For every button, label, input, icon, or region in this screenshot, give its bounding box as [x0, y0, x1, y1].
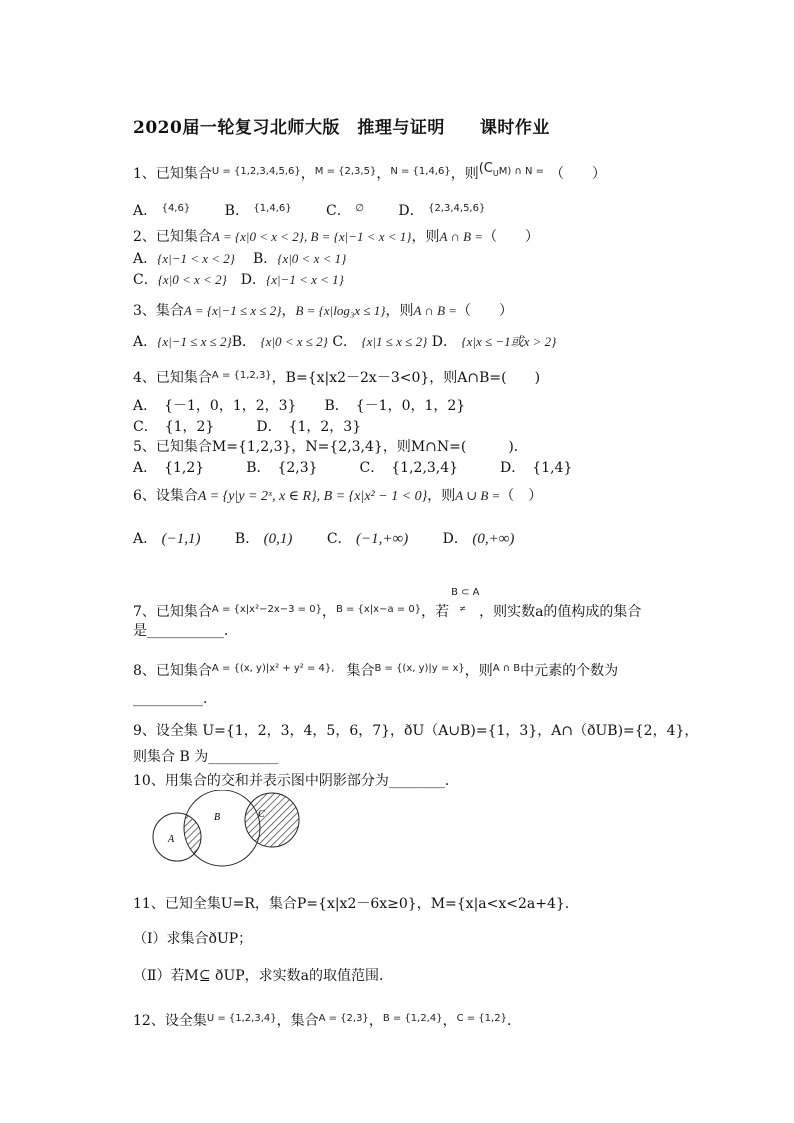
- q1-expr2: M) ∩ N =: [498, 166, 544, 177]
- q6-opt-d: D．: [442, 531, 468, 547]
- question-9: 9、设全集 U={1，2，3，4，5，6，7}，ðU（A∪B)={1，3}，A∩（ðUB)={2，4}，: [133, 723, 699, 739]
- venn-label-a: A: [168, 834, 175, 845]
- q6-opt-d-value: (0,+∞): [472, 531, 515, 547]
- q12-mid: ，集合: [276, 1013, 319, 1029]
- q6-math: A = {y|y = 2ˣ, x ∈ R}, B = {x|x² − 1 < 0}: [197, 489, 428, 504]
- q3-then: ，则: [385, 303, 414, 319]
- venn-diagram: [150, 790, 310, 870]
- q2-paren: （ ）: [483, 229, 540, 245]
- q3-opt-c-value: {x|1 ≤ x ≤ 2}: [361, 334, 428, 349]
- q8-mid: 集合: [346, 663, 375, 679]
- q2-stem: 2、已知集合: [133, 229, 212, 245]
- q3-opt-d: D．: [431, 334, 457, 350]
- q7-line2: 是___________．: [133, 623, 238, 639]
- question-1: 1、已知集合$^{U = \{1,2,3,4,5,6\}}$，$^{M = \{2,3,5\}}$，$^{N = \{1,4,6\}}$，则($CU^{M) \cap N =}$ （ ）: [133, 161, 606, 182]
- q3-expr: A ∩ B =: [413, 303, 458, 318]
- q2-opt-d-value: {x|−1 < x < 1}: [266, 272, 344, 287]
- q7-relation-top: B ⊂ A: [451, 587, 480, 598]
- q3-opt-b-value: {x|0 < x ≤ 2}: [260, 334, 328, 349]
- q7-relation: [449, 587, 480, 616]
- q8-math-a: A = {(x, y)|x² + y² = 4},: [211, 663, 335, 674]
- question-3: 3、集合A = {x|−1 ≤ x ≤ 2}，B = {x|log₃x ≤ 1}，则A ∩ B =（ ）: [133, 303, 514, 319]
- question-7: 7、已知集合$^{A = \{x|x^2-2x-3 = 0\}}$，$^{B = \{x|x-a = 0\}}$，若 B ⊂ A ≠ ，则实数a的值构成的集合: [133, 598, 641, 621]
- q3-paren: （ ）: [457, 303, 514, 319]
- q4-stem: 4、已知集合: [133, 370, 212, 386]
- q2-expr: A ∩ B =: [439, 229, 484, 244]
- question-2: [133, 228, 539, 246]
- q3-math-b: B = {x|log₃x ≤ 1}: [295, 303, 386, 318]
- q6-opt-c: C．: [326, 531, 352, 547]
- q2-opt-a: A．: [133, 251, 158, 267]
- q8-stem: 8、已知集合: [133, 663, 212, 679]
- q1-set-m: M = {2,3,5}: [314, 166, 377, 177]
- q2-options-row2: [133, 271, 344, 289]
- q12-set-b: B = {1,2,4}: [382, 1013, 443, 1024]
- q1-opt-b-value: {1,4,6}: [253, 203, 292, 214]
- q9-line2: 则集合 B 为__________: [133, 749, 279, 765]
- q12-end: ．: [506, 1013, 521, 1029]
- q6-opt-c-value: (−1,+∞): [356, 531, 409, 547]
- q6-options: [133, 530, 514, 548]
- q6-paren: （ ）: [500, 488, 543, 504]
- q5-options: A． {1,2} B． {2,3} C． {1,2,3,4} D． {1,4}: [133, 460, 573, 476]
- q7-math-a: A = {x|x²−2x−3 = 0}: [211, 604, 322, 615]
- q1-opt-c: C．: [326, 203, 351, 219]
- q12-stem: 12、设全集: [133, 1013, 207, 1029]
- q1-opt-d: D．: [398, 203, 424, 219]
- q6-then: ，则: [427, 488, 456, 504]
- q1-options: [133, 200, 485, 220]
- q2-opt-d: D．: [240, 272, 267, 288]
- q11-part1: （Ⅰ）求集合ðUP；: [133, 931, 253, 947]
- q4-options-row1: A． {－1，0，1，2，3} B． {－1，0，1，2}: [133, 398, 466, 414]
- q6-opt-a-value: (−1,1): [161, 531, 201, 547]
- q1-opt-a: A．: [133, 203, 158, 219]
- q1-opt-b: B．: [224, 203, 249, 219]
- question-10: 10、用集合的交和并表示图中阴影部分为________．: [133, 773, 459, 789]
- q2-then: ，则: [411, 229, 440, 245]
- q3-stem: 3、集合: [133, 303, 184, 319]
- q3-opt-a-value: {x|−1 ≤ x ≤ 2}: [157, 334, 232, 349]
- q3-math-a: A = {x|−1 ≤ x ≤ 2}: [183, 303, 282, 318]
- page-title: 2020届一轮复习北师大版 推理与证明 课时作业: [133, 118, 550, 138]
- q1-opt-d-value: {2,3,4,5,6}: [428, 203, 486, 214]
- q6-stem: 6、设集合: [133, 488, 198, 504]
- question-11: 11、已知全集U=R，集合P={x|x2－6x≥0}，M={x|a<x<2a+4}．: [133, 896, 579, 912]
- q7-relation-bottom: ≠: [459, 604, 466, 613]
- q8-line2: __________．: [133, 691, 217, 707]
- q12-set-u: U = {1,2,3,4}: [206, 1013, 277, 1024]
- q1-opt-c-value: ∅: [355, 203, 364, 214]
- q4-math: A = {1,2,3}: [211, 370, 272, 381]
- q2-options-row1: [133, 250, 346, 268]
- question-8: [133, 660, 618, 680]
- q8-rest: 中元素的个数为: [520, 663, 619, 679]
- q7-if: ，若: [421, 604, 450, 620]
- q4-rest: ，B={x|x2－2x－3<0}，则A∩B=( ): [271, 370, 541, 386]
- q2-opt-b-value: {x|0 < x < 1}: [277, 251, 347, 266]
- q6-expr: A ∪ B =: [455, 488, 501, 503]
- q3-options: [133, 333, 556, 351]
- q2-math: A = {x|0 < x < 2}, B = {x|−1 < x < 1}: [211, 229, 412, 244]
- q2-opt-b: B．: [252, 251, 278, 267]
- q1-set-u: U = {1,2,3,4,5,6}: [211, 166, 301, 177]
- q2-opt-c-value: {x|0 < x < 2}: [157, 272, 227, 287]
- q7-stem: 7、已知集合: [133, 604, 212, 620]
- q6-opt-a: A．: [133, 531, 158, 547]
- q1-then: ，则: [450, 166, 479, 182]
- q8-expr: A ∩ B: [492, 663, 521, 674]
- q7-rest: ，则实数a的值构成的集合: [479, 604, 642, 620]
- q1-paren: （ ）: [549, 166, 606, 182]
- q1-set-n: N = {1,4,6}: [390, 166, 451, 177]
- q8-math-b: B = {(x, y)|y = x}: [374, 663, 465, 674]
- venn-label-c: C: [258, 809, 265, 820]
- q3-opt-b: B．: [231, 334, 256, 350]
- q8-then: ，则: [464, 663, 493, 679]
- venn-label-b: B: [214, 812, 221, 823]
- q6-opt-b: B．: [234, 531, 260, 547]
- q3-opt-c: C．: [332, 334, 358, 350]
- q1-expr: (C: [478, 161, 493, 176]
- venn-circle-c: [245, 793, 299, 847]
- q1-stem: 1、已知集合: [133, 166, 212, 182]
- q11-part2: （Ⅱ）若M⊆ ðUP，求实数a的取值范围．: [133, 968, 394, 984]
- q1-opt-a-value: {4,6}: [161, 203, 191, 214]
- question-6: [133, 487, 542, 506]
- question-5: 5、已知集合M={1,2,3}，N={2,3,4}，则M∩N=( )．: [133, 439, 528, 455]
- q4-options-row2: C． {1，2} D． {1，2，3}: [133, 419, 362, 435]
- q6-opt-b-value: (0,1): [263, 531, 293, 547]
- q3-opt-a: A．: [133, 334, 158, 350]
- q3-opt-d-value: {x|x ≤ −1或x > 2}: [461, 334, 557, 349]
- q2-opt-c: C．: [133, 272, 158, 288]
- q7-math-b: B = {x|x−a = 0}: [335, 604, 422, 615]
- q12-set-c: C = {1,2}: [456, 1013, 507, 1024]
- q2-opt-a-value: {x|−1 < x < 2}: [157, 251, 235, 266]
- question-4: [133, 367, 540, 387]
- q12-set-a: A = {2,3}: [318, 1013, 369, 1024]
- q1-expr-sub: U: [492, 169, 499, 178]
- question-12: 12、设全集$^{U = \{1,2,3,4\}}$，集合$^{A = \{2,3\}}$，$^{B = \{1,2,4\}}$，$^{C = \{1,2\}}$．: [133, 1013, 521, 1029]
